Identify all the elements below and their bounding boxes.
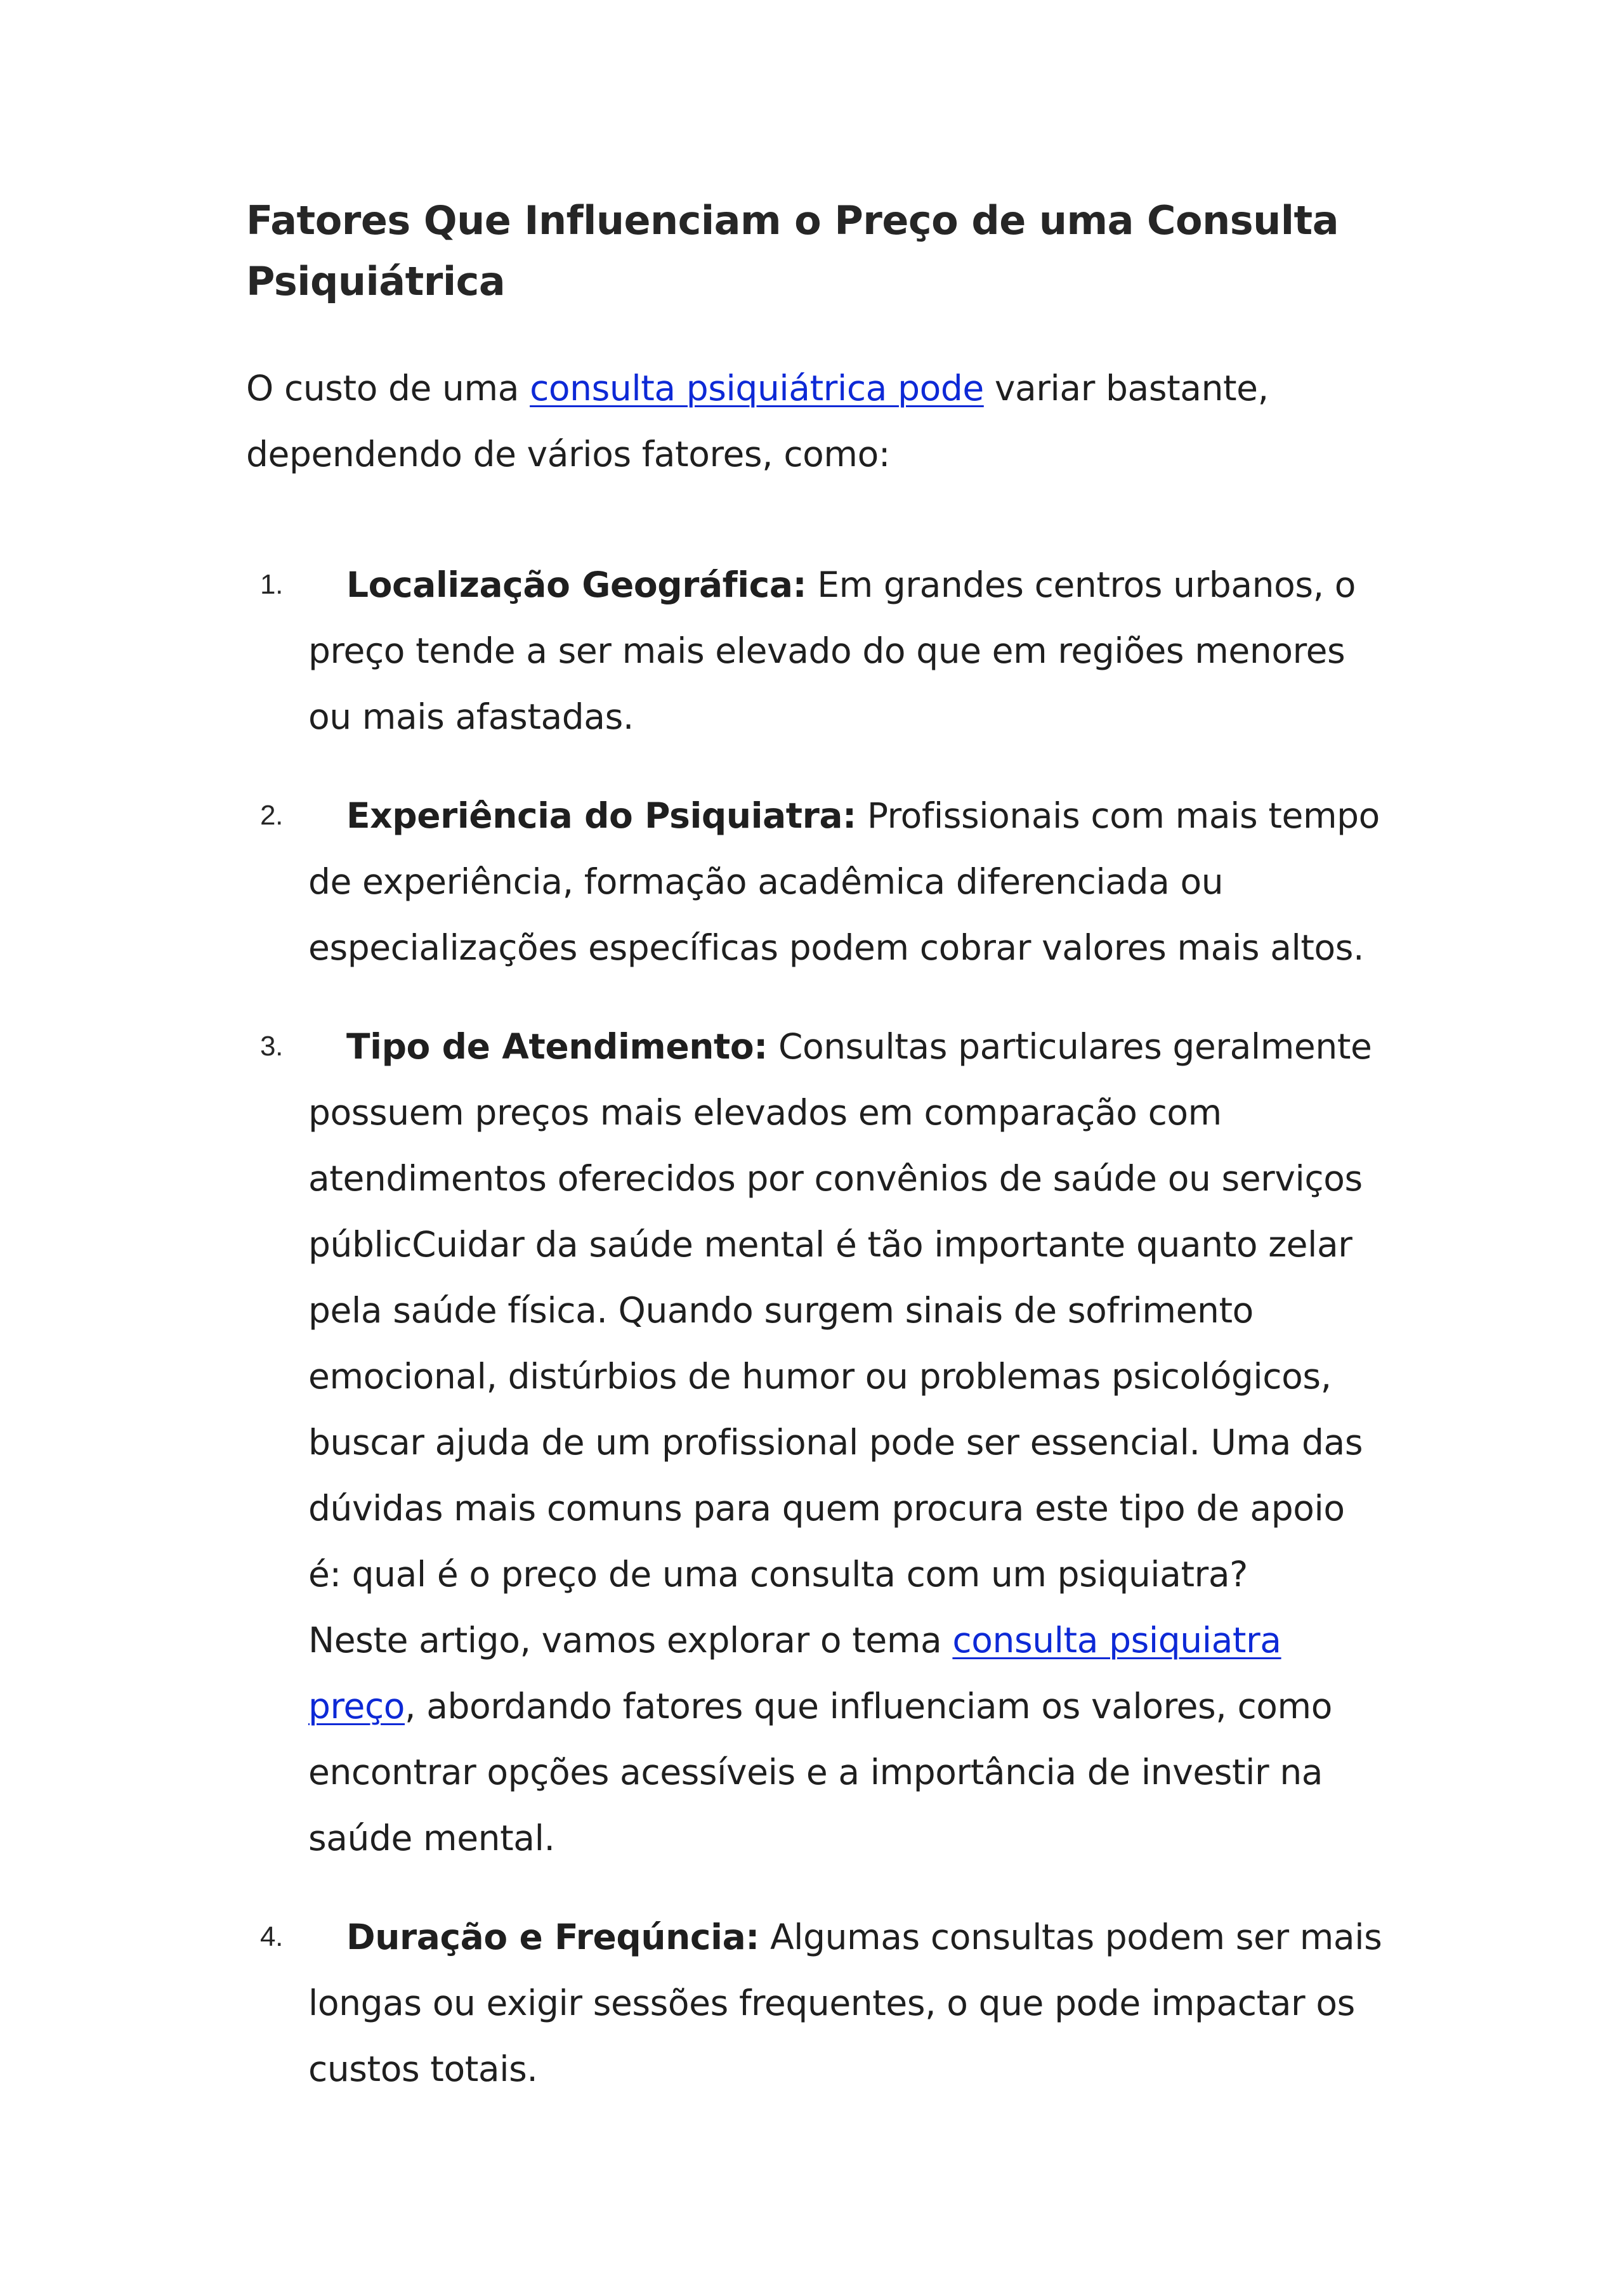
list-item-heading: Duração e Freqúncia: bbox=[346, 1917, 759, 1957]
list-item bbox=[246, 783, 1388, 981]
list-item-text: Em grandes centros urbanos, o preço tende a ser mais elevado do que em regiões menores ou mais afastadas. bbox=[308, 564, 1356, 737]
list-item bbox=[246, 552, 1388, 750]
list-item-heading: Localização Geográfica: bbox=[346, 564, 807, 605]
list-number: 2. bbox=[260, 800, 283, 831]
list-item-text-before-link: Neste artigo, vamos explorar o tema bbox=[308, 1620, 953, 1660]
list-item bbox=[246, 1014, 1388, 1871]
consulta-psiquiatrica-link[interactable]: consulta psiquiátrica pode bbox=[530, 368, 984, 408]
factors-list bbox=[246, 552, 1388, 2102]
page-title: Fatores Que Influenciam o Preço de uma Consulta Psiquiátrica bbox=[246, 197, 1339, 304]
list-item-heading: Tipo de Atendimento: bbox=[346, 1026, 768, 1067]
intro-paragraph bbox=[246, 355, 1388, 487]
list-item-text: Consultas particulares geralmente possuem preços mais elevados em comparação com atendimentos oferecidos por convênios de saúde ou serviços públicCuidar da saúde mental é tão importante quanto zelar pela saúde física. Quando surgem sinais de sofrimento emocional, distúrbios de humor ou problemas psicológicos, buscar ajuda de um profissional pode ser essencial. Uma das dúvidas mais comuns para quem procura este tipo de apoio é: qual é o preço de uma consulta com um psiquiatra? bbox=[308, 1026, 1372, 1595]
list-item-text: Profissionais com mais tempo de experiência, formação acadêmica diferenciada ou especializações específicas podem cobrar valores mais altos. bbox=[308, 795, 1380, 968]
list-item-text: Algumas consultas podem ser mais longas ou exigir sessões frequentes, o que pode impactar os custos totais. bbox=[308, 1917, 1382, 2089]
list-number: 1. bbox=[260, 569, 283, 600]
list-item-text-after-link: , abordando fatores que influenciam os valores, como encontrar opções acessíveis e a importância de investir na saúde mental. bbox=[308, 1686, 1332, 1858]
list-item bbox=[246, 1904, 1388, 2102]
document-page bbox=[246, 190, 1388, 2135]
list-number: 4. bbox=[260, 1921, 283, 1952]
list-item-heading: Experiência do Psiquiatra: bbox=[346, 795, 856, 836]
intro-text-after: variar bastante, dependendo de vários fatores, como: bbox=[246, 368, 1269, 474]
consulta-psiquiatra-preco-link[interactable]: consulta psiquiatra preço bbox=[308, 1620, 1281, 1726]
list-number: 3. bbox=[260, 1031, 283, 1062]
list-item-second-paragraph bbox=[308, 1607, 1388, 1871]
intro-text-before: O custo de uma bbox=[246, 368, 530, 408]
